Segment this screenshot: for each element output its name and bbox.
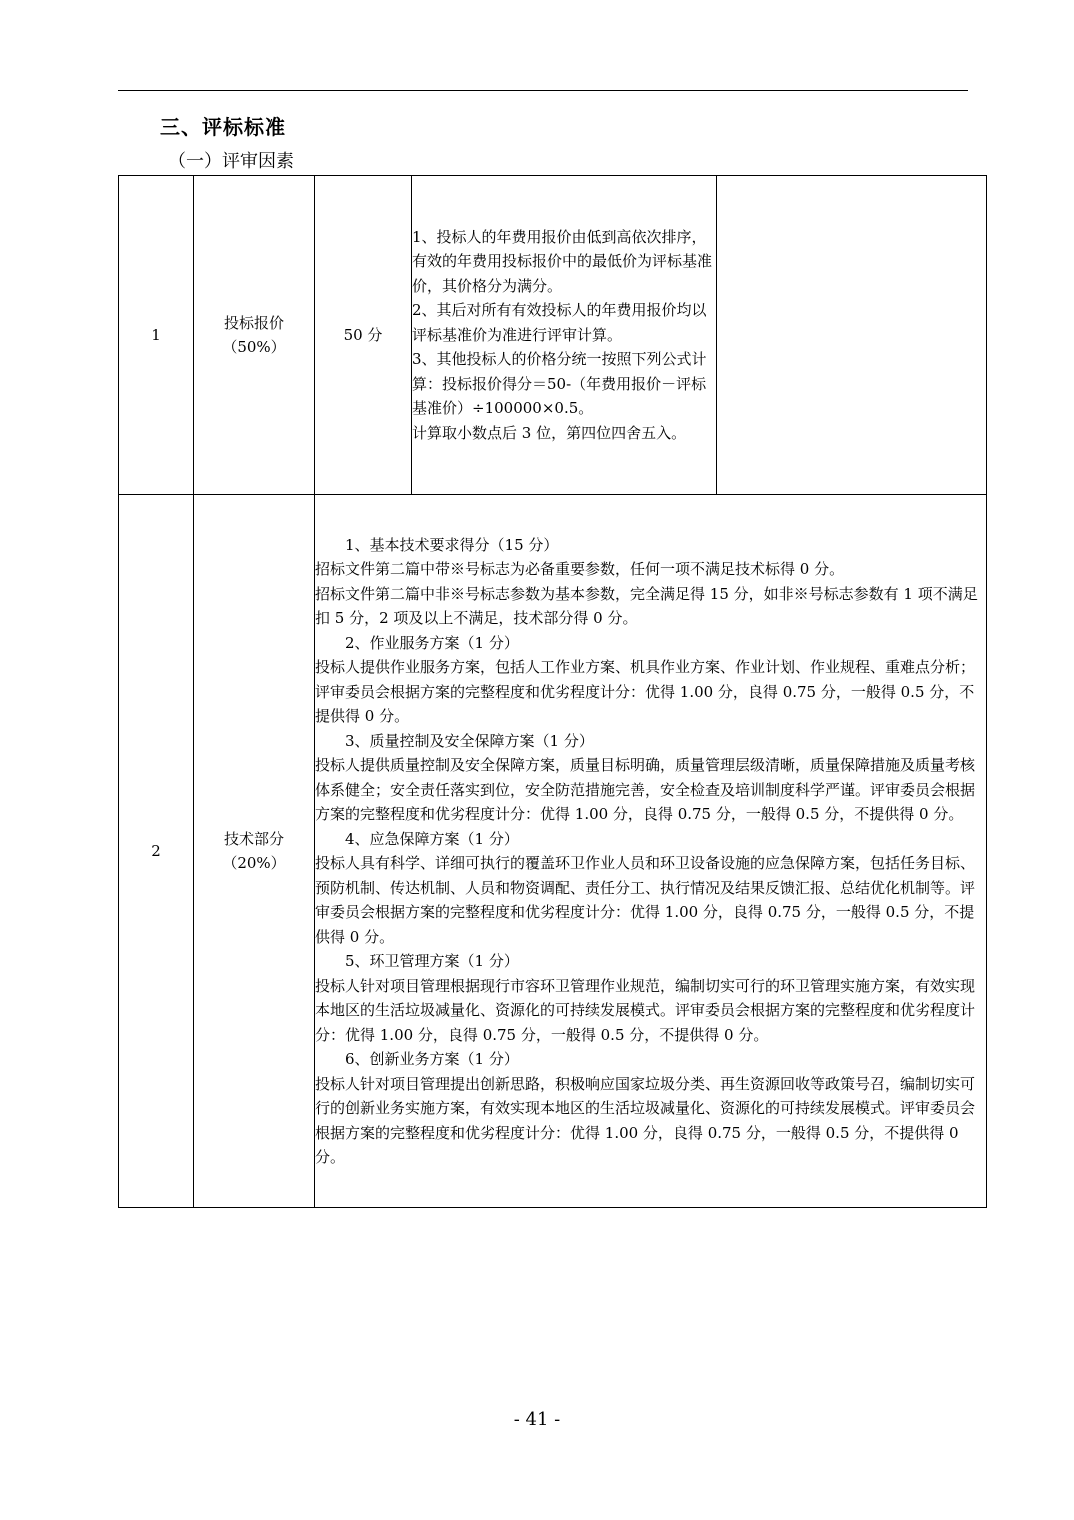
criteria-paragraph: 招标文件第二篇中非※号标志参数为基本参数，完全满足得 15 分，如非※号标志参数有 1 项不满足扣 5 分，2 项及以上不满足，技术部分得 0 分。 (315, 584, 978, 627)
row-number: 2 (119, 495, 194, 1208)
factor-weight: （20%） (222, 854, 286, 872)
criteria-paragraph: 投标人针对项目管理提出创新思路，积极响应国家垃圾分类、再生资源回收等政策号召，编制切实可行的创新业务实施方案，有效实现本地区的生活垃圾减量化、资源化的可持续发展模式。评审委员会根据方案的完整程度和优劣程度计分：优得 1.00 分，良得 0.75 分，一般得 0.5 分，不提供得 0 分。 (315, 1074, 976, 1166)
factor-name: 投标报价 (223, 313, 284, 332)
sub-title: （一）评审因素 (168, 151, 294, 172)
criteria-heading: 2、作业服务方案（1 分） (345, 633, 519, 652)
section-title: 三、评标标准 (160, 115, 286, 139)
criteria-paragraph: 投标人针对项目管理根据现行市容环卫管理作业规范，编制切实可行的环卫管理实施方案，有效实现本地区的生活垃圾减量化、资源化的可持续发展模式。评审委员会根据方案的完整程度和优劣程度计分：优得 1.00 分，良得 0.75 分，一般得 0.5 分，不提供得 0 分。 (315, 976, 976, 1044)
criteria-heading: 3、质量控制及安全保障方案（1 分） (345, 731, 594, 750)
page-number: - 41 - (513, 1409, 561, 1430)
table-row (119, 176, 987, 495)
criteria-heading: 4、应急保障方案（1 分） (345, 829, 519, 848)
criteria-paragraph: 1、投标人的年费用报价由低到高依次排序，有效的年费用投标报价中的最低价为评标基准价，其价格分为满分。 (412, 227, 713, 295)
criteria-paragraph: 招标文件第二篇中带※号标志为必备重要参数，任何一项不满足技术标得 0 分。 (315, 560, 845, 578)
factor-name: 技术部分 (223, 829, 284, 848)
criteria-heading: 1、基本技术要求得分（15 分） (345, 535, 559, 554)
header-rule (118, 90, 968, 91)
factor-cell (194, 495, 315, 1208)
criteria-paragraph: 3、其他投标人的价格分统一按照下列公式计算：投标报价得分＝50-（年费用报价－评标基准价）÷100000×0.5。 (412, 350, 707, 418)
criteria-heading: 6、创新业务方案（1 分） (345, 1050, 519, 1068)
criteria-paragraph: 投标人具有科学、详细可执行的覆盖环卫作业人员和环卫设备设施的应急保障方案，包括任务目标、预防机制、传达机制、人员和物资调配、责任分工、执行情况及结果反馈汇报、总结优化机制等。评审委员会根据方案的完整程度和优劣程度计分：优得 1.00 分，良得 0.75 分，一般得 0.5 分，不提供得 0 分。 (315, 854, 976, 946)
criteria-paragraph: 计算取小数点后 3 位，第四位四舍五入。 (412, 423, 687, 442)
criteria-heading: 5、环卫管理方案（1 分） (345, 952, 519, 970)
evaluation-table (118, 175, 987, 1208)
criteria-paragraph: 投标人提供作业服务方案，包括人工作业方案、机具作业方案、作业计划、作业规程、重难点分析；评审委员会根据方案的完整程度和优劣程度计分：优得 1.00 分，良得 0.75 分，一般得 0.5 分，不提供得 0 分。 (315, 658, 976, 725)
criteria-paragraph: 2、其后对所有有效投标人的年费用报价均以评标基准价为准进行评审计算。 (412, 301, 707, 344)
blank-cell (717, 176, 987, 495)
score-cell: 50 分 (315, 176, 412, 495)
table-row (119, 495, 987, 1208)
factor-weight: （50%） (222, 338, 286, 356)
criteria-paragraph: 投标人提供质量控制及安全保障方案，质量目标明确，质量管理层级清晰，质量保障措施及质量考核体系健全；安全责任落实到位，安全防范措施完善，安全检查及培训制度科学严谨。评审委员会根据方案的完整程度和优劣程度计分：优得 1.00 分，良得 0.75 分，一般得 0.5 分，不提供得 0 分。 (315, 756, 976, 823)
row-number: 1 (119, 176, 194, 495)
factor-cell (194, 176, 315, 495)
criteria-cell (412, 176, 717, 495)
criteria-cell (315, 495, 987, 1208)
